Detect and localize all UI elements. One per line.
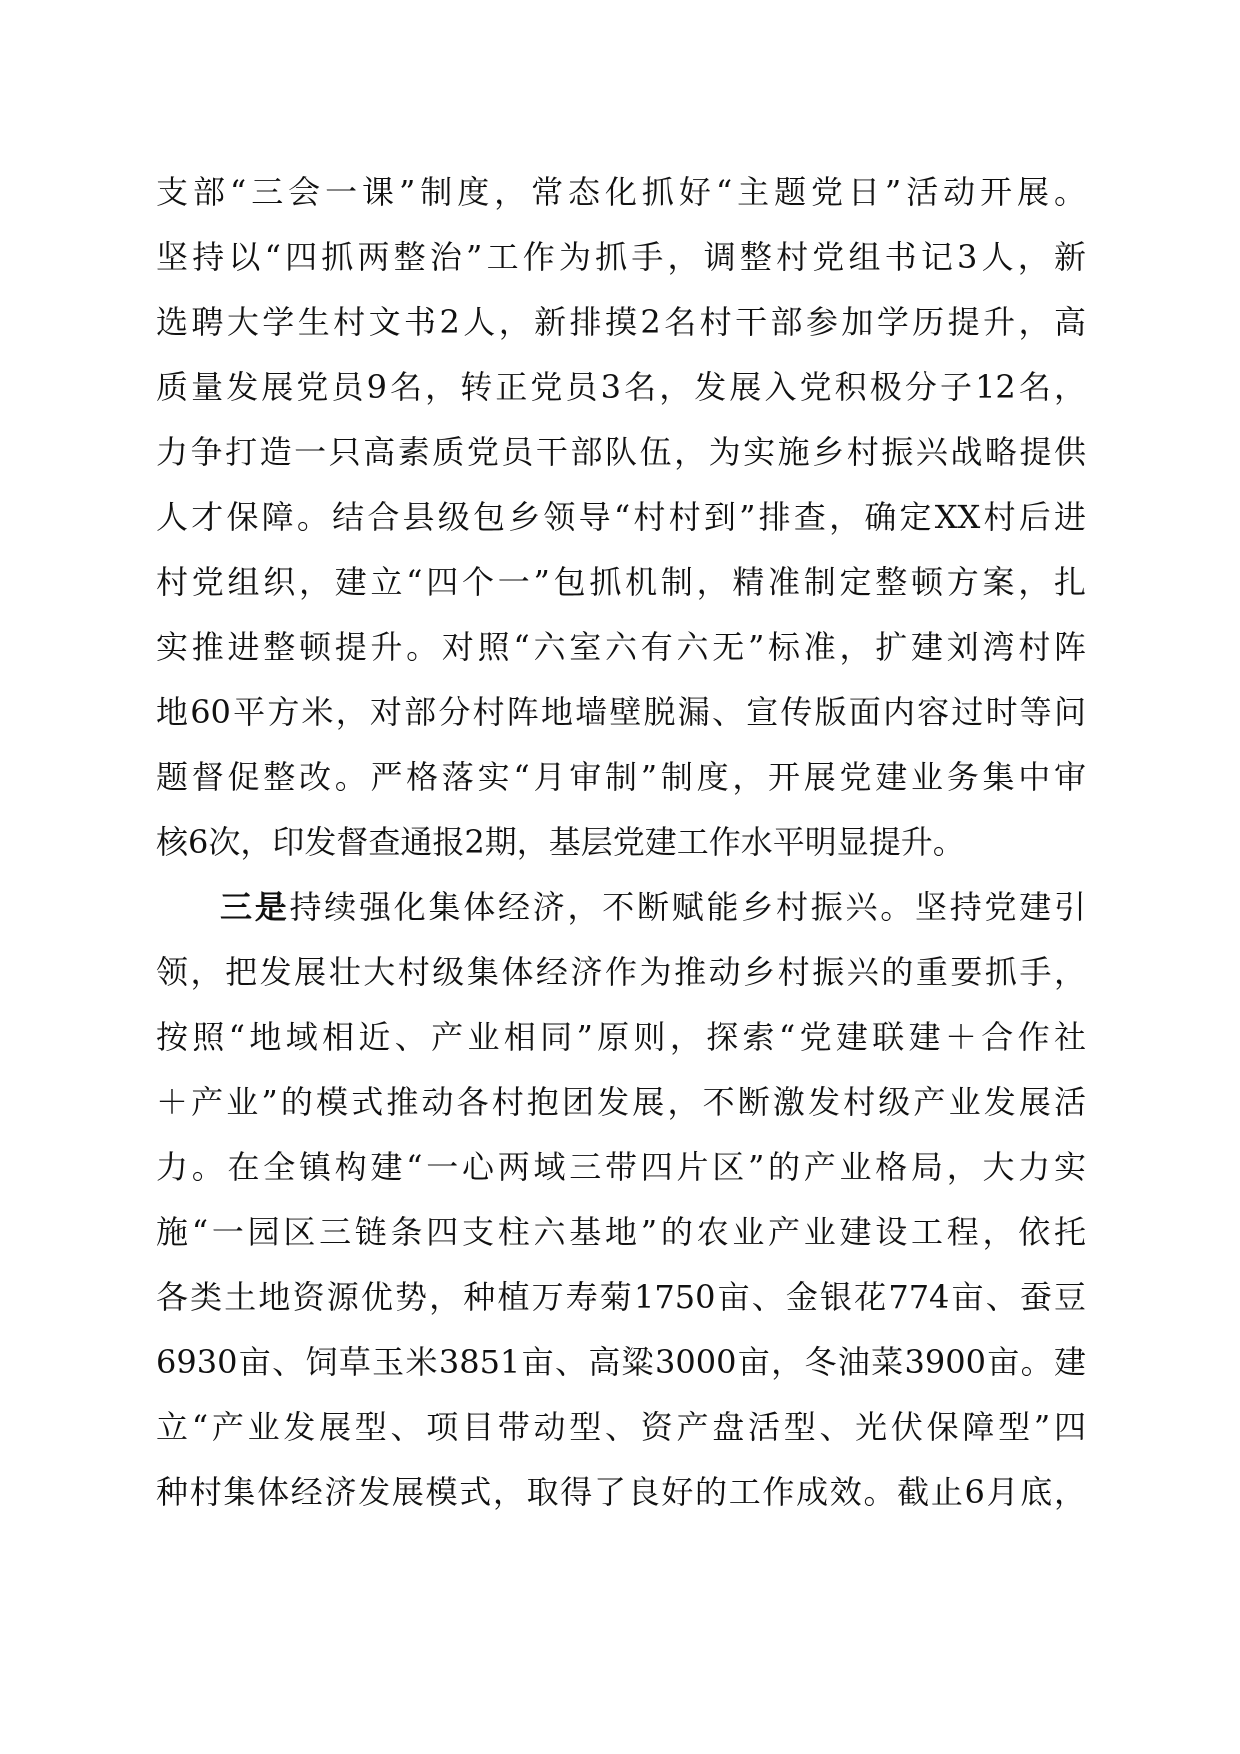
paragraph-party-building <box>156 160 1086 875</box>
text-line: ＋产业”的模式推动各村抱团发展，不断激发村级产业发展活 <box>156 1083 1086 1121</box>
text-line: 按照“地域相近、产业相同”原则，探索“党建联建＋合作社 <box>156 1018 1086 1056</box>
text-line: 力争打造一只高素质党员干部队伍，为实施乡村振兴战略提供 <box>156 433 1086 471</box>
text-line: 质量发展党员9名，转正党员3名，发展入党积极分子12名， <box>156 368 1086 406</box>
text-line: 6930亩、饲草玉米3851亩、高粱3000亩，冬油菜3900亩。建 <box>156 1343 1086 1381</box>
text-line: 题督促整改。严格落实“月审制”制度，开展党建业务集中审 <box>156 758 1086 796</box>
text-line: 支部“三会一课”制度，常态化抓好“主题党日”活动开展。 <box>156 173 1086 211</box>
text-line: 施“一园区三链条四支柱六基地”的农业产业建设工程，依托 <box>156 1213 1086 1251</box>
text-line: 种村集体经济发展模式，取得了良好的工作成效。截止6月底， <box>156 1473 1086 1511</box>
text-line: 领，把发展壮大村级集体经济作为推动乡村振兴的重要抓手， <box>156 953 1086 991</box>
paragraph-lead-bold: 三是 <box>220 888 290 926</box>
paragraph-collective-economy <box>156 875 1086 1525</box>
text-line: 选聘大学生村文书2人，新排摸2名村干部参加学历提升，高 <box>156 303 1086 341</box>
text-line: 各类土地资源优势，种植万寿菊1750亩、金银花774亩、蚕豆 <box>156 1278 1086 1316</box>
text-line: 实推进整顿提升。对照“六室六有六无”标准，扩建刘湾村阵 <box>156 628 1086 666</box>
text-line: 人才保障。结合县级包乡领导“村村到”排查，确定XX村后进 <box>156 498 1086 536</box>
text-line: 立“产业发展型、项目带动型、资产盘活型、光伏保障型”四 <box>156 1408 1086 1446</box>
text-line: 地60平方米，对部分村阵地墙壁脱漏、宣传版面内容过时等问 <box>156 693 1086 731</box>
text-line: 力。在全镇构建“一心两域三带四片区”的产业格局，大力实 <box>156 1148 1086 1186</box>
text-line: 核6次，印发督查通报2期，基层党建工作水平明显提升。 <box>156 823 965 861</box>
paragraph-lead-rest: 持续强化集体经济，不断赋能乡村振兴。坚持党建引 <box>289 888 1086 926</box>
text-line: 村党组织，建立“四个一”包抓机制，精准制定整顿方案，扎 <box>156 563 1086 601</box>
text-line-first <box>156 875 1086 940</box>
text-line: 坚持以“四抓两整治”工作为抓手，调整村党组书记3人，新 <box>156 238 1086 276</box>
body-text <box>156 160 1086 1525</box>
